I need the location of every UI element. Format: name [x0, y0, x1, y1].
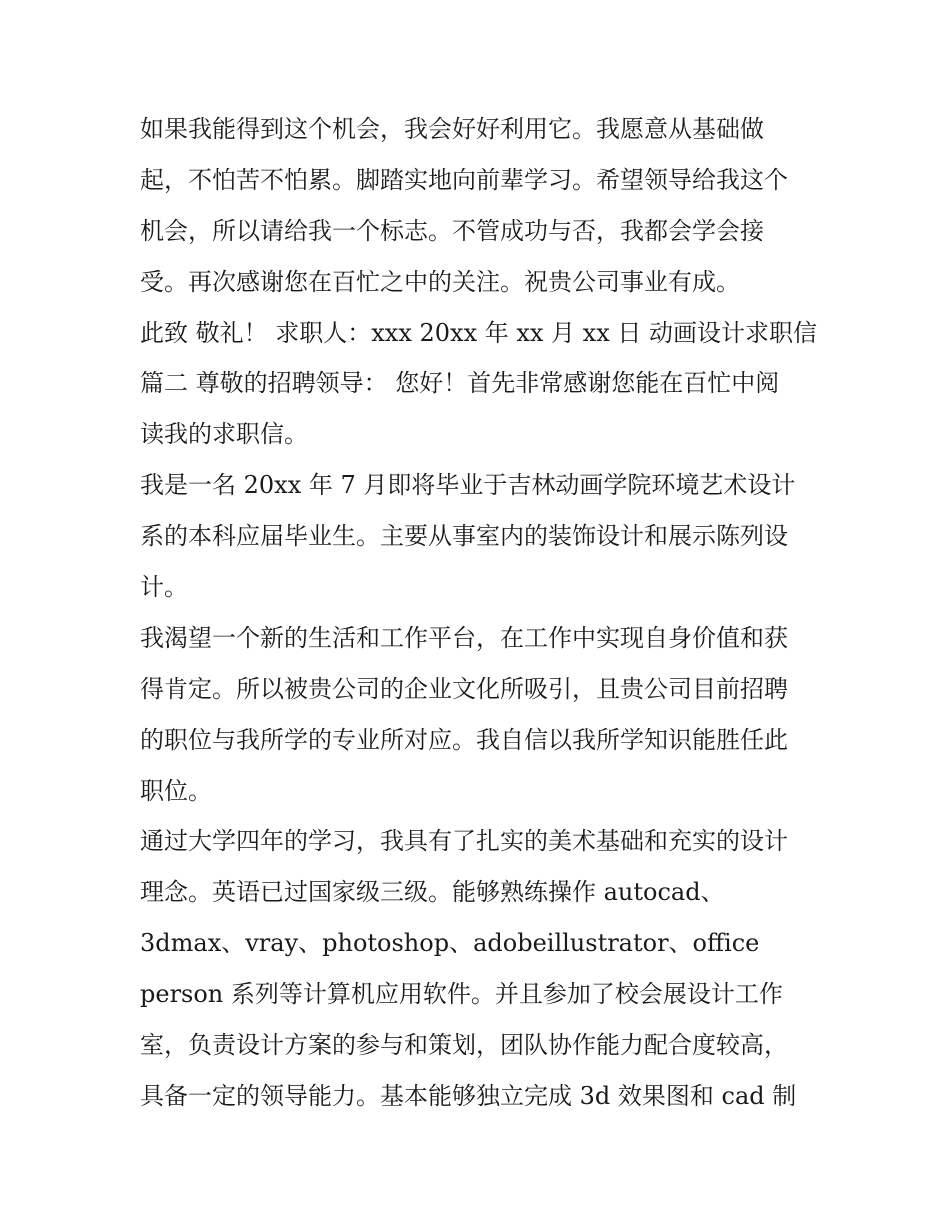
text-line: 起，不怕苦不怕累。脚踏实地向前辈学习。希望领导给我这个 — [140, 165, 788, 194]
text-line: 通过大学四年的学习，我具有了扎实的美术基础和充实的设计 — [140, 827, 788, 856]
letter-body — [140, 104, 830, 1122]
text-line: 得肯定。所以被贵公司的企业文化所吸引，且贵公司目前招聘 — [140, 674, 788, 703]
text-line: 此致 敬礼！ 求职人：xxx 20xx 年 xx 月 xx 日 动画设计求职信 — [140, 318, 818, 347]
text-line: 职位。 — [140, 776, 212, 805]
text-line: 3dmax、vray、photoshop、adobeillustrator、office — [140, 929, 760, 958]
text-line: 如果我能得到这个机会，我会好好利用它。我愿意从基础做 — [140, 115, 764, 143]
text-line: 的职位与我所学的专业所对应。我自信以我所学知识能胜任此 — [140, 725, 788, 754]
text-line: person 系列等计算机应用软件。并且参加了校会展设计工作 — [140, 980, 783, 1009]
text-line: 机会，所以请给我一个标志。不管成功与否，我都会学会接 — [140, 216, 764, 245]
text-line: 读我的求职信。 — [140, 420, 308, 449]
text-line: 理念。英语已过国家级三级。能够熟练操作 autocad、 — [140, 878, 725, 907]
text-line: 篇二 尊敬的招聘领导： 您好！首先非常感谢您能在百忙中阅 — [140, 369, 780, 398]
text-line: 我是一名 20xx 年 7 月即将毕业于吉林动画学院环境艺术设计 — [140, 471, 796, 500]
text-line: 受。再次感谢您在百忙之中的关注。祝贵公司事业有成。 — [140, 267, 740, 296]
text-line: 具备一定的领导能力。基本能够独立完成 3d 效果图和 cad 制 — [140, 1081, 797, 1110]
text-line: 我渴望一个新的生活和工作平台，在工作中实现自身价值和获 — [140, 623, 788, 652]
text-line: 室，负责设计方案的参与和策划，团队协作能力配合度较高， — [140, 1031, 788, 1060]
text-line: 系的本科应届毕业生。主要从事室内的装饰设计和展示陈列设 — [140, 522, 788, 551]
text-line: 计。 — [140, 573, 188, 602]
